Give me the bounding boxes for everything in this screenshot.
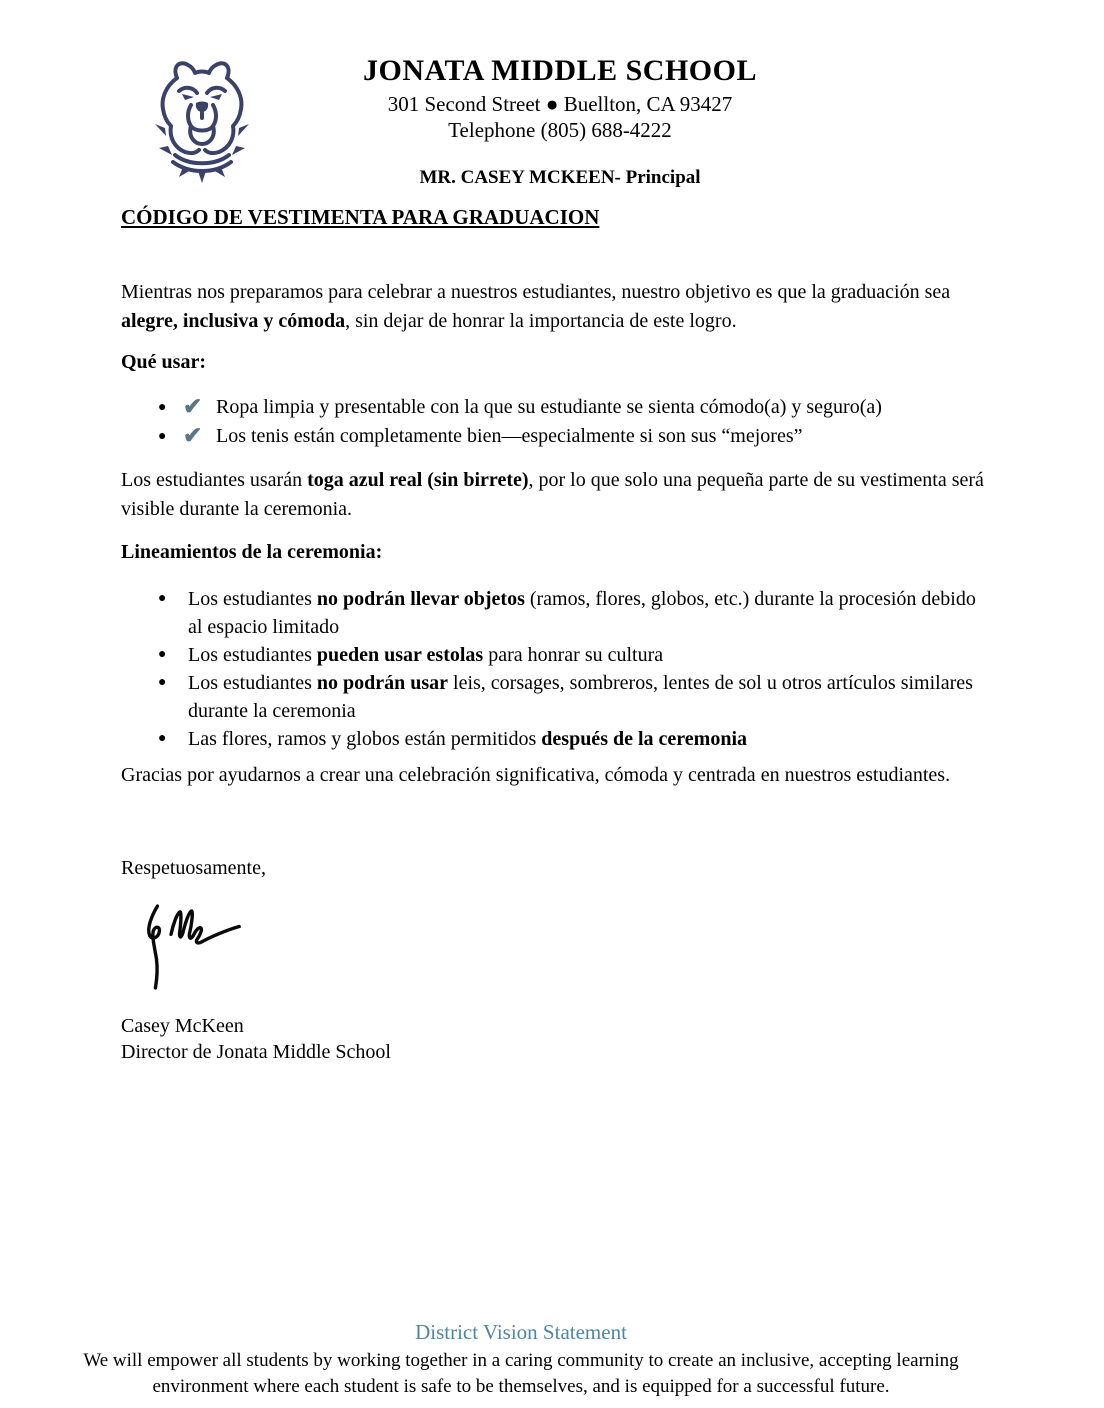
thanks-paragraph: Gracias por ayudarnos a crear una celebración significativa, cómoda y centrada en nuestros estudiantes. — [121, 764, 951, 786]
school-name: JONATA MIDDLE SCHOOL — [363, 54, 757, 87]
district-vision-footer — [66, 1318, 976, 1400]
intro-paragraph — [121, 278, 989, 336]
letterhead — [170, 54, 950, 189]
principal-name: MR. CASEY MCKEEN- Principal — [419, 167, 701, 188]
list-item-text: Las flores, ramos y globos están permitidos — [188, 728, 542, 750]
list-item-bold: después de la ceremonia — [541, 728, 748, 750]
bullet-icon: ● — [158, 647, 167, 662]
gown-text-end: , por lo que solo una pequeña parte de su vestimenta será visible durante la ceremonia. — [121, 469, 984, 520]
vision-statement-title: District Vision Statement — [415, 1320, 627, 1344]
bullet-icon: ● — [158, 675, 167, 690]
signer-title: Director de Jonata Middle School — [121, 1041, 391, 1063]
guidelines-list — [121, 585, 989, 753]
list-item — [158, 585, 989, 641]
signature-icon — [135, 901, 247, 993]
list-item-bold: no podrán llevar objetos — [316, 588, 525, 610]
list-item-bold: no podrán usar — [316, 672, 449, 694]
list-item-text: Los tenis están completamente bien—especialmente si son sus “mejores” — [216, 425, 803, 447]
list-item — [158, 669, 989, 725]
intro-text-end: , sin dejar de honrar la importancia de este logro. — [345, 310, 737, 332]
list-item-text-end: para honrar su cultura — [483, 644, 664, 666]
what-to-wear-list — [121, 393, 989, 451]
bullet-icon: ● — [158, 400, 167, 415]
list-item-text-end: leis, corsages, sombreros, lentes de sol u otros artículos similares durante la ceremonia — [188, 672, 973, 722]
list-item — [158, 725, 989, 753]
school-phone: Telephone (805) 688-4222 — [448, 118, 672, 142]
gown-paragraph — [121, 466, 989, 524]
letter-body — [121, 203, 989, 1065]
list-item — [158, 641, 989, 669]
checkmark-icon: ✔ — [183, 394, 203, 419]
vision-statement-text: We will empower all students by working together in a caring community to create an inclusive, accepting learning environment where each student is safe to be themselves, and is equipped for a successful future. — [83, 1350, 959, 1397]
gown-text: Los estudiantes usarán — [121, 469, 308, 491]
list-item-bold: pueden usar estolas — [316, 644, 484, 666]
checkmark-icon: ✔ — [183, 423, 203, 448]
bullet-icon: ● — [158, 731, 167, 746]
guidelines-heading: Lineamientos de la ceremonia: — [121, 541, 383, 563]
gown-bold-phrase: toga azul real (sin birrete) — [307, 469, 529, 491]
closing-salutation: Respetuosamente, — [121, 857, 266, 879]
list-item-text: Los estudiantes — [188, 644, 317, 666]
signer-name: Casey McKeen — [121, 1015, 244, 1037]
what-to-wear-heading: Qué usar: — [121, 351, 206, 373]
list-item-text: Los estudiantes — [188, 672, 317, 694]
intro-text: Mientras nos preparamos para celebrar a nuestros estudiantes, nuestro objetivo es que la graduación sea — [121, 281, 951, 303]
bullet-icon: ● — [158, 591, 167, 606]
list-item-text: Los estudiantes — [188, 588, 317, 610]
list-item-text-end: (ramos, flores, globos, etc.) durante la procesión debido al espacio limitado — [188, 588, 976, 638]
school-address: 301 Second Street ● Buellton, CA 93427 — [387, 92, 733, 116]
intro-bold-phrase: alegre, inclusiva y cómoda — [121, 310, 346, 332]
document-title: CÓDIGO DE VESTIMENTA PARA GRADUACION — [121, 205, 600, 229]
list-item — [158, 422, 989, 451]
bullet-icon: ● — [158, 429, 167, 444]
list-item-text: Ropa limpia y presentable con la que su estudiante se sienta cómodo(a) y seguro(a) — [216, 396, 882, 418]
list-item — [158, 393, 989, 422]
